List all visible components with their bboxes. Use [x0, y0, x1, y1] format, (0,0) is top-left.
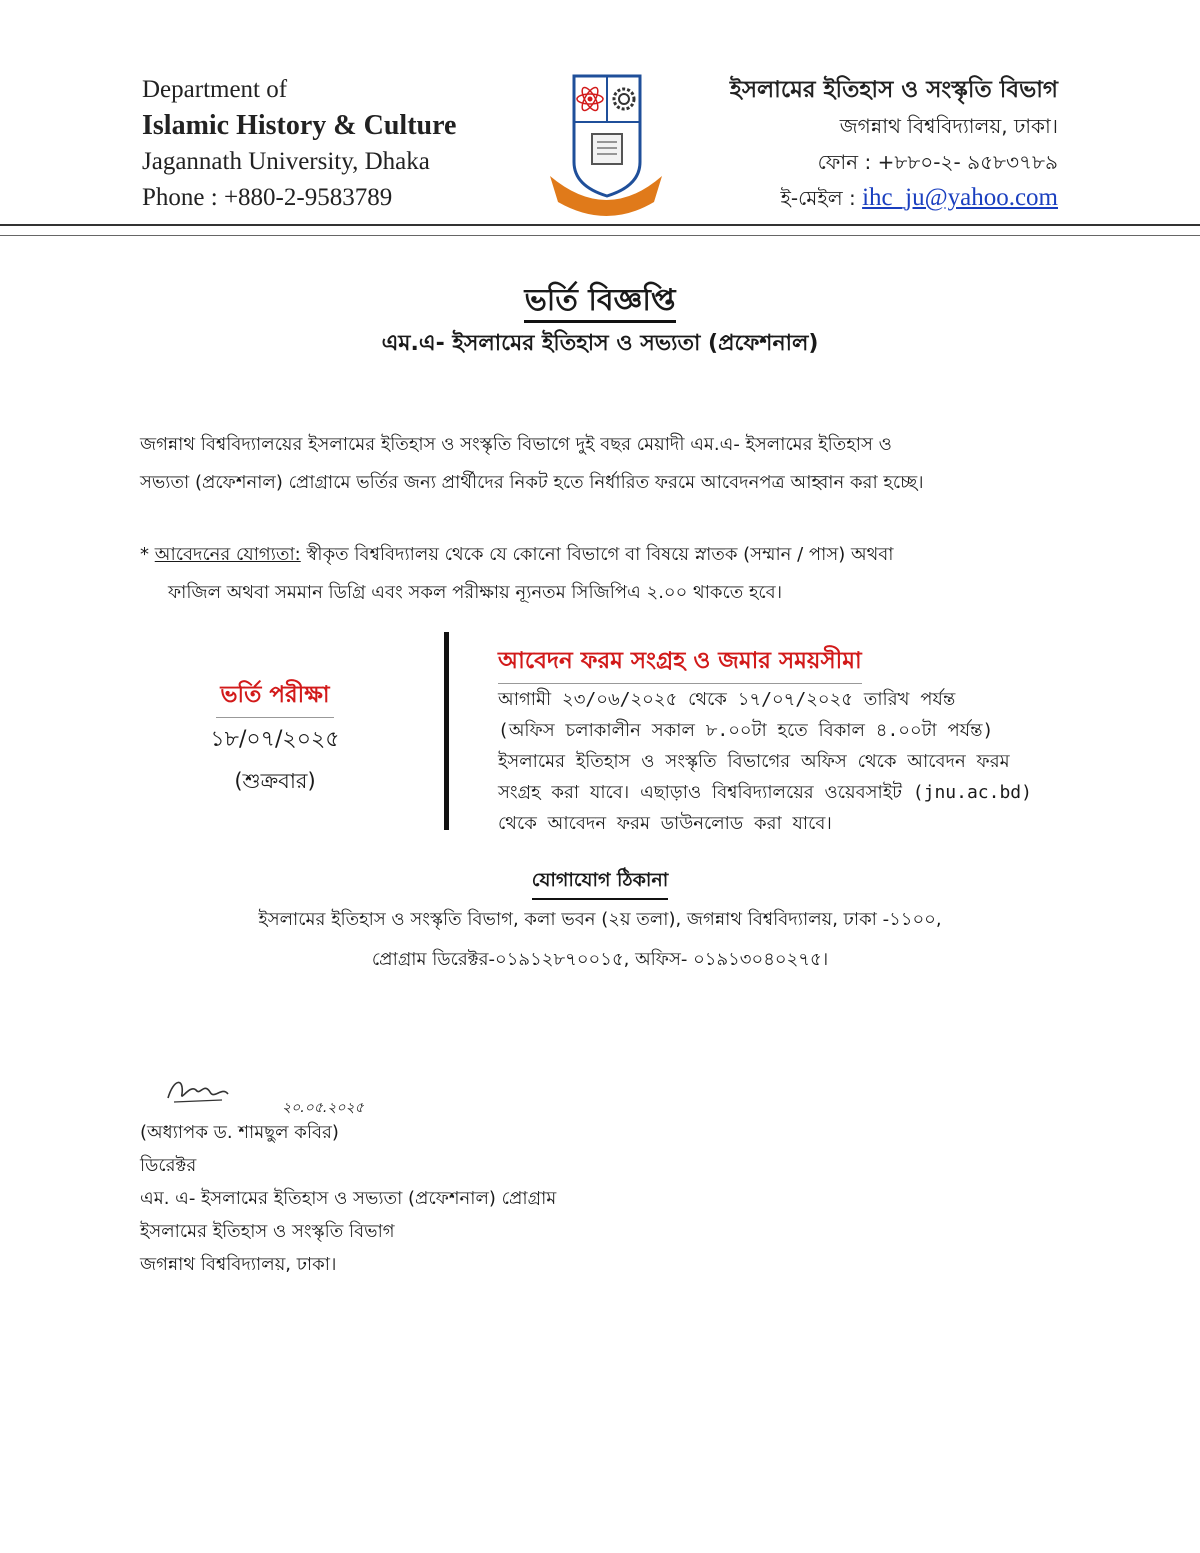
department-name: Islamic History & Culture: [142, 110, 457, 141]
university-logo-icon: [546, 74, 666, 224]
header-divider: [0, 224, 1200, 226]
deadline-line: সংগ্রহ করা যাবে। এছাড়াও বিশ্ববিদ্যালয়ের ওয়েবসাইট (jnu.ac.bd): [498, 782, 1032, 803]
deadline-box: [498, 642, 1138, 839]
notice-title: ভর্তি বিজ্ঞপ্তি: [0, 276, 1200, 327]
university-name: Jagannath University, Dhaka: [142, 148, 430, 175]
deadline-line: আগামী ২৩/০৬/২০২৫ থেকে ১৭/০৭/২০২৫ তারিখ পর্যন্ত: [498, 689, 956, 710]
eligibility-label: আবেদনের যোগ্যতা:: [154, 544, 301, 565]
exam-label: ভর্তি পরীক্ষা: [216, 676, 333, 718]
department-title-bangla: ইসলামের ইতিহাস ও সংস্কৃতি বিভাগ: [729, 77, 1058, 103]
contact-address: ইসলামের ইতিহাস ও সংস্কৃতি বিভাগ, কলা ভবন (২য় তলা), জগন্নাথ বিশ্ববিদ্যালয়, ঢাকা -১১০০,: [258, 909, 942, 930]
exam-box: [170, 676, 380, 800]
header-divider-thin: [0, 235, 1200, 236]
contact-phones: প্রোগ্রাম ডিরেক্টর-০১৯১২৮৭০০১৫, অফিস- ০১৯১৩০৪০২৭৫।: [371, 949, 829, 970]
eligibility-text-cont: ফাজিল অথবা সমমান ডিগ্রি এবং সকল পরীক্ষায় ন্যূনতম সিজিপিএ ২.০০ থাকতে হবে।: [168, 582, 783, 603]
signer-department: ইসলামের ইতিহাস ও সংস্কৃতি বিভাগ: [140, 1221, 395, 1242]
intro-line: জগন্নাথ বিশ্ববিদ্যালয়ের ইসলামের ইতিহাস ও সংস্কৃতি বিভাগে দুই বছর মেয়াদী এম.এ- ইসলামের ইতিহাস ও: [140, 434, 892, 455]
university-bangla: জগন্নাথ বিশ্ববিদ্যালয়, ঢাকা।: [839, 114, 1058, 138]
signer-block: [140, 1116, 556, 1281]
notice-subtitle: এম.এ- ইসলামের ইতিহাস ও সভ্যতা (প্রফেশনাল): [381, 331, 819, 356]
contact-section: [0, 866, 1200, 980]
exam-day: (শুক্রবার): [234, 769, 316, 793]
signer-designation: ডিরেক্টর: [140, 1155, 197, 1176]
intro-paragraph: [140, 426, 1060, 502]
department-of: Department of: [142, 76, 288, 103]
letterhead-english: [142, 72, 456, 216]
exam-date: ১৮/০৭/২০২৫: [210, 727, 340, 752]
phone-bangla: ফোন : +৮৮০-২- ৯৫৮৩৭৮৯: [817, 150, 1058, 174]
bullet-star: *: [140, 544, 149, 565]
contact-title: যোগাযোগ ঠিকানা: [532, 866, 669, 900]
signer-university: জগন্নাথ বিশ্ববিদ্যালয়, ঢাকা।: [140, 1254, 337, 1275]
eligibility-text: স্বীকৃত বিশ্ববিদ্যালয় থেকে যে কোনো বিভাগে বা বিষয়ে স্নাতক (সম্মান / পাস) অথবা: [300, 544, 894, 565]
signer-name: (অধ্যাপক ড. শামছুল কবির): [140, 1122, 339, 1143]
deadline-line: থেকে আবেদন ফরম ডাউনলোড করা যাবে।: [498, 813, 832, 834]
email-row: [730, 180, 1058, 216]
phone-english: Phone : +880-2-9583789: [142, 184, 393, 211]
deadline-line: (অফিস চলাকালীন সকাল ৮.০০টা হতে বিকাল ৪.০০টা পর্যন্ত): [498, 720, 994, 741]
vertical-divider: [444, 632, 449, 830]
email-link[interactable]: ihc_ju@yahoo.com: [862, 184, 1058, 211]
eligibility: [140, 536, 1060, 612]
signature-date: ২০.০৫.২০২৫: [282, 1100, 364, 1116]
deadline-line: ইসলামের ইতিহাস ও সংস্কৃতি বিভাগের অফিস থেকে আবেদন ফরম: [498, 751, 1010, 772]
letterhead-bangla: [730, 72, 1058, 216]
intro-line: সভ্যতা (প্রফেশনাল) প্রোগ্রামে ভর্তির জন্য প্রার্থীদের নিকট হতে নির্ধারিত ফরমে আবেদনপত্র আহ্বান করা হচ্ছে।: [140, 472, 924, 493]
email-label: ই-মেইল :: [780, 186, 856, 210]
signer-program: এম. এ- ইসলামের ইতিহাস ও সভ্যতা (প্রফেশনাল) প্রোগ্রাম: [140, 1188, 557, 1209]
signature-mark: [164, 1072, 244, 1110]
deadline-title: আবেদন ফরম সংগ্রহ ও জমার সময়সীমা: [498, 642, 862, 684]
